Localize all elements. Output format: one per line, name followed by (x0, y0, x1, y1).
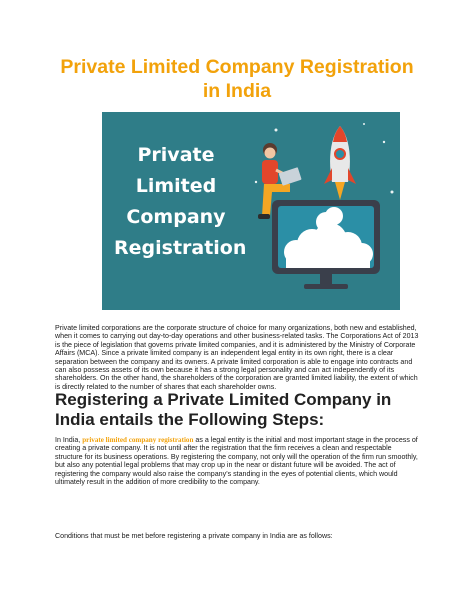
registration-link[interactable]: private limited company registration (82, 436, 194, 444)
banner-text (114, 140, 247, 264)
section-heading: Registering a Private Limited Company in India entails the Following Steps: (55, 390, 392, 429)
registration-paragraph (55, 436, 420, 486)
banner-image (102, 112, 400, 310)
title-line-2: in India (202, 80, 272, 102)
banner-line-4: Registration (114, 237, 247, 259)
rocket-icon (324, 126, 356, 200)
conditions-intro: Conditions that must be met before registering a private company in India are as follows: (55, 532, 333, 540)
banner-line-1: Private (137, 144, 215, 166)
banner-line-2: Limited (135, 175, 217, 197)
rocket-launch-illustration (234, 112, 400, 310)
paragraph-prefix: In India, (55, 436, 83, 444)
paragraph-body: as a legal entity is the initial and most important stage in the process of creating a private company. It is not until after the registration that the firm receives a clean and respectable structure for its business operations. By registering the company, not only will the operation of the firm run smoothly, but also any potential legal problems that may crop up in the near or distant future will be avoided. The act of registering the company would also raise the company’s standing in the eyes of potential clients, which would ultimately result in the addition of more credibility to the company. (55, 436, 418, 487)
intro-paragraph: Private limited corporations are the corporate structure of choice for many organizations, both new and established, when it comes to carrying out day-to-day operations and other business-related tasks. The Corporations Act of 2013 is the piece of legislation that governs private limited companies, and it is administered by the Ministry of Corporate Affairs (MCA). Since a private limited company is an independent legal entity in its own right, there is a clear separation between the company and its owners. A private limited corporation is able to engage into contracts and can also possess assets of its own because it has a strong legal personality and can act independently of its shareholders. On the other hand, the shareholders of the corporation are granted limited liability, the extent of which is directly related to the number of shares that each shareholder owns. (55, 324, 419, 391)
page-title (0, 55, 474, 103)
banner-line-3: Company (126, 206, 226, 228)
title-line-1: Private Limited Company Registration (60, 56, 414, 78)
